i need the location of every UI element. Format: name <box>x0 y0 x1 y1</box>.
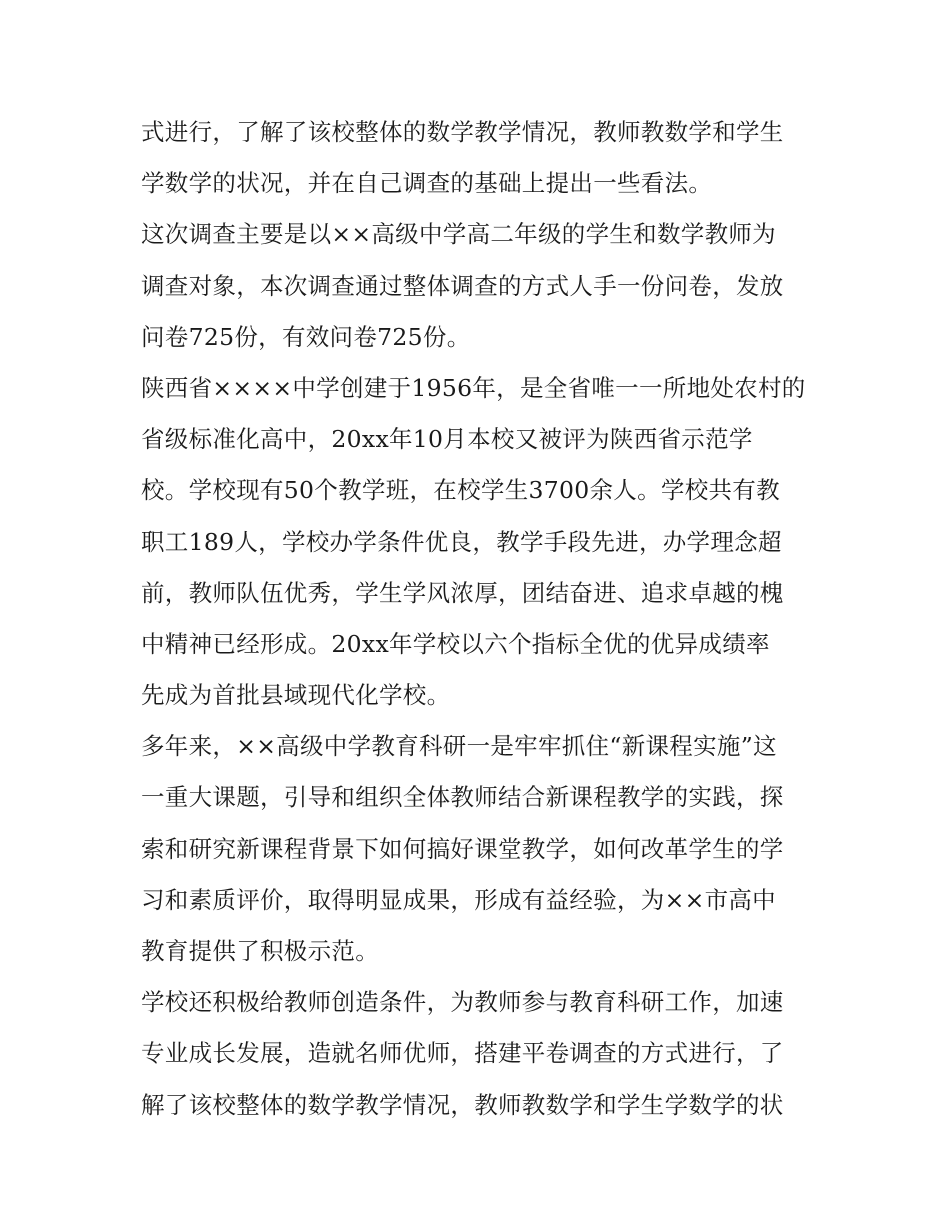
text-line: 调查对象，本次调查通过整体调查的方式人手一份问卷，发放 <box>141 271 784 300</box>
text-line: 校。学校现有50个教学班，在校学生3700余人。学校共有教 <box>141 476 780 505</box>
text-line: 陕西省××××中学创建于1956年，是全省唯一一所地处农村的 <box>141 373 806 402</box>
text-line: 学数学的状况，并在自己调查的基础上提出一些看法。 <box>141 169 713 198</box>
text-line: 习和素质评价，取得明显成果，形成有益经验，为××市高中 <box>141 885 776 914</box>
text-line: 问卷725份，有效问卷725份。 <box>141 322 471 351</box>
text-line: 这次调查主要是以××高级中学高二年级的学生和数学教师为 <box>141 220 776 249</box>
text-line: 索和研究新课程背景下如何搞好课堂教学，如何改革学生的学 <box>141 834 784 863</box>
text-line: 多年来，××高级中学教育科研一是牢牢抓住“新课程实施”这 <box>141 732 777 761</box>
text-line: 学校还积极给教师创造条件，为教师参与教育科研工作，加速 <box>141 988 784 1017</box>
text-line: 式进行，了解了该校整体的数学教学情况，教师教数学和学生 <box>141 118 784 146</box>
text-line: 解了该校整体的数学教学情况，教师教数学和学生学数学的状 <box>141 1090 784 1119</box>
text-line: 省级标准化高中，20xx年10月本校又被评为陕西省示范学 <box>141 425 753 454</box>
document-body <box>141 107 816 1131</box>
text-line: 中精神已经形成。20xx年学校以六个指标全优的优异成绩率 <box>141 629 770 658</box>
text-line: 先成为首批县域现代化学校。 <box>141 681 451 710</box>
text-line: 前，教师队伍优秀，学生学风浓厚，团结奋进、追求卓越的槐 <box>141 578 784 607</box>
text-line: 专业成长发展，造就名师优师，搭建平卷调查的方式进行，了 <box>141 1039 784 1068</box>
text-line: 教育提供了积极示范。 <box>141 937 379 965</box>
text-line: 职工189人，学校办学条件优良，教学手段先进，办学理念超 <box>141 527 782 556</box>
text-line: 一重大课题，引导和组织全体教师结合新课程教学的实践，探 <box>141 783 784 812</box>
